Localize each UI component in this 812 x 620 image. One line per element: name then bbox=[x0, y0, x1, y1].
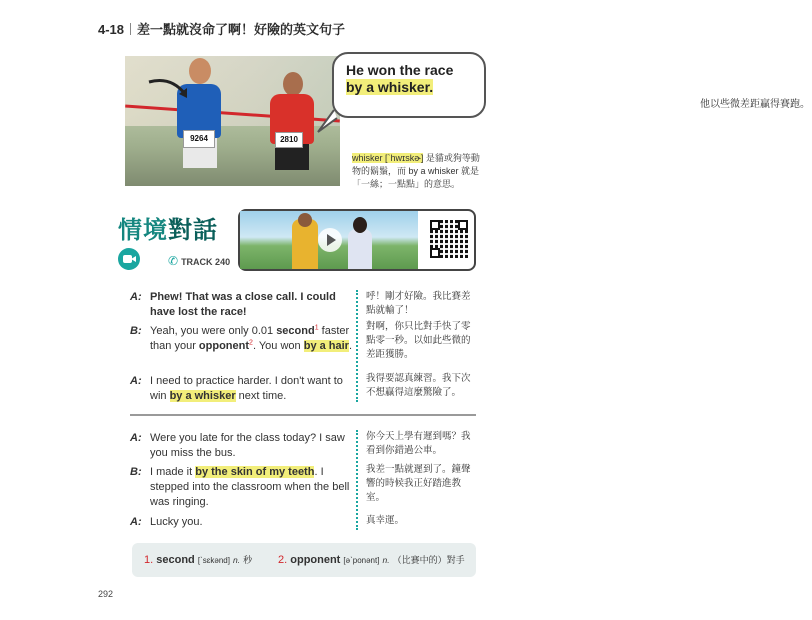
dotted-divider bbox=[356, 430, 358, 530]
situation-title: 情境對話 bbox=[118, 217, 218, 244]
dialogue-line: A: Lucky you. bbox=[130, 515, 355, 530]
vocab-word: whisker [ˋhwɪskɚ] bbox=[352, 153, 424, 163]
line-translation: 你今天上學有遲到嗎？我看到你錯過公車。 bbox=[366, 431, 471, 456]
line-text: Phew! That was a close call. I could have lost the race! bbox=[150, 291, 336, 318]
dialogue-line: A: I need to practice harder. I don't want to win by a whisker next time. bbox=[130, 374, 355, 404]
glossary-item: 2. opponent [əˋponənt] n. （比賽中的）對手 bbox=[278, 554, 465, 566]
audio-track[interactable] bbox=[168, 254, 230, 268]
divider bbox=[130, 23, 131, 35]
line-text: Were you late for the class today? I saw you miss the bus. bbox=[150, 432, 345, 459]
glossary-box bbox=[132, 543, 476, 577]
bib-number: 2810 bbox=[275, 132, 303, 148]
dialogue-line: A: Were you late for the class today? I saw you miss the bus. bbox=[130, 431, 355, 461]
bib-number: 9264 bbox=[183, 130, 215, 148]
dotted-divider bbox=[356, 290, 358, 402]
bubble-sentence: He won the race bbox=[346, 62, 454, 78]
vocab-note bbox=[352, 152, 480, 191]
dialogue-line: B: Yeah, you were only 0.01 second$^1$ faster than your opponent$^2$. You won by a hair. bbox=[130, 324, 355, 354]
video-thumbnail bbox=[240, 211, 418, 269]
video-panel[interactable] bbox=[238, 209, 476, 271]
line-text: I made it by the skin of my teeth. I stepped into the classroom when the bell was ringing. bbox=[150, 466, 350, 508]
track-label: TRACK 240 bbox=[181, 257, 231, 267]
section-title: 差一點就沒命了啊！好險的英文句子 bbox=[137, 22, 346, 37]
glossary-item: 1. second [ˋsɛkənd] n. 秒 bbox=[144, 554, 253, 566]
line-text: Yeah, you were only 0.01 second$^1$ faster than your opponent$^2$. You won by a hair. bbox=[150, 324, 353, 352]
line-text: Lucky you. bbox=[150, 516, 203, 528]
video-camera-icon[interactable] bbox=[118, 248, 140, 270]
vocab-explanation: 是貓或狗等動物的鬍鬚，而 by a whisker 就是「一絲；一點點」的意思。 bbox=[352, 153, 480, 189]
race-photo bbox=[125, 56, 340, 186]
dialogue-line: B: I made it by the skin of my teeth. I stepped into the classroom when the bell was ringing. bbox=[130, 465, 355, 510]
bubble-tail bbox=[316, 110, 338, 134]
page-number: 292 bbox=[98, 589, 114, 599]
audio-icon: ✆ bbox=[168, 254, 179, 268]
play-icon[interactable] bbox=[318, 228, 342, 252]
arrow-icon bbox=[145, 76, 195, 106]
section-header bbox=[98, 19, 345, 38]
line-translation: 我得要認真練習。我下次不想贏得這麼驚險了。 bbox=[366, 373, 471, 398]
line-translation: 真幸運。 bbox=[366, 515, 405, 526]
line-text: I need to practice harder. I don't want to win by a whisker next time. bbox=[150, 375, 343, 402]
dialogue-line: A: Phew! That was a close call. I could have lost the race! bbox=[130, 290, 355, 320]
line-translation: 我差一點就遲到了。鐘聲響的時候我正好踏進教室。 bbox=[366, 464, 471, 503]
speech-bubble bbox=[332, 52, 810, 118]
bubble-highlight: by a whisker. bbox=[346, 79, 434, 95]
section-number: 4-18 bbox=[98, 22, 125, 37]
line-translation: 對啊，你只比對手快了零點零一秒。以如此些微的差距獲勝。 bbox=[366, 321, 471, 360]
line-translation: 呼！剛才好險。我比賽差點就輸了！ bbox=[366, 291, 471, 316]
section-separator bbox=[130, 414, 476, 416]
qr-code[interactable] bbox=[430, 220, 468, 258]
bubble-translation: 他以些微差距贏得賽跑。 bbox=[700, 99, 810, 110]
